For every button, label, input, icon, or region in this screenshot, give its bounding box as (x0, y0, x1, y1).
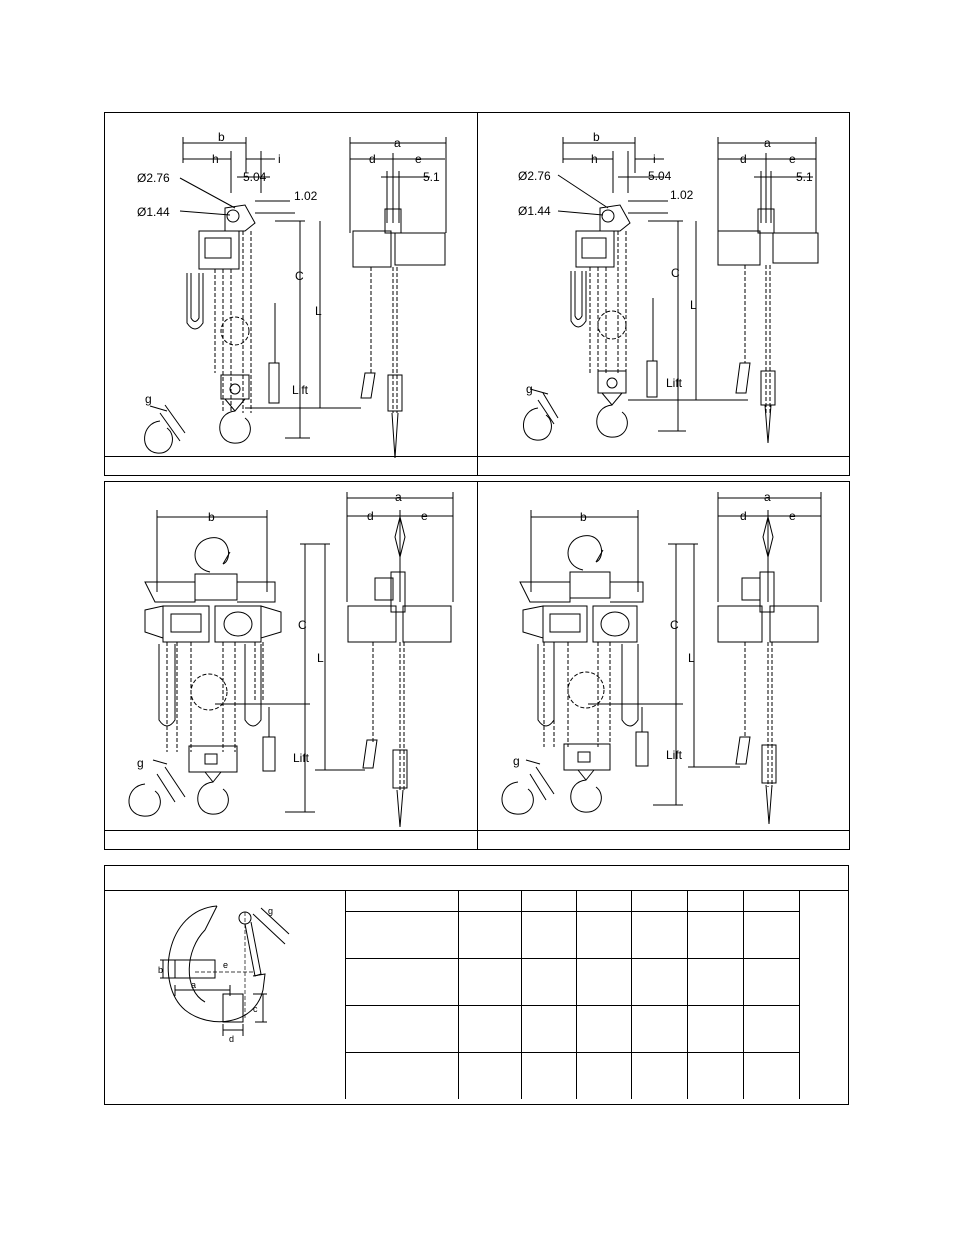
hoist-drawing-single-2 (478, 113, 851, 458)
dim-C-label: C (298, 618, 307, 632)
lift-label: Lift (666, 376, 683, 390)
dim-b-label: b (218, 130, 225, 144)
panel-middle-right-caption (477, 830, 850, 850)
lift-label: Lift (292, 383, 309, 397)
dim-g-label: g (513, 754, 520, 768)
table-cell (688, 1006, 744, 1053)
dim-L-label: L (690, 298, 697, 312)
table-cell (632, 959, 688, 1006)
hook-a-label: a (191, 980, 197, 990)
dim-e-label: e (789, 509, 796, 523)
dim-102-label: 1.02 (294, 189, 318, 203)
table-cell (459, 890, 522, 912)
dim-a-label: a (764, 490, 771, 504)
hook-diagram (105, 890, 345, 1105)
dim-h-label: h (212, 152, 219, 166)
panel-middle-right (477, 481, 850, 831)
table-cell (744, 890, 800, 912)
dim-102-label: 1.02 (670, 188, 694, 202)
hook-dimension-table (104, 865, 849, 1105)
hook-d-label: d (229, 1034, 235, 1044)
panel-middle-left-caption (104, 830, 478, 850)
dia-large-label: Ø2.76 (518, 169, 551, 183)
table-cell (744, 1006, 800, 1053)
dim-g-label: g (145, 392, 152, 406)
table-cell (632, 1006, 688, 1053)
dia-small-label: Ø1.44 (137, 205, 170, 219)
hook-g-label: g (268, 906, 274, 916)
table-cell (522, 890, 577, 912)
panel-top-right (477, 112, 850, 457)
table-cell (522, 959, 577, 1006)
dim-L-label: L (315, 304, 322, 318)
table-cell (577, 1006, 632, 1053)
table-cell (459, 1053, 522, 1100)
table-cell (688, 912, 744, 959)
dim-51-label: 5.1 (423, 170, 440, 184)
table-cell (800, 959, 801, 1006)
table-row (346, 1006, 801, 1053)
hook-c-label: c (253, 1004, 258, 1014)
table-cell (346, 959, 459, 1006)
table-cell (800, 1053, 801, 1100)
dim-g-label: g (526, 382, 533, 396)
hoist-drawing-double-2 (478, 482, 851, 832)
table-row (346, 1053, 801, 1100)
table-row (346, 890, 801, 912)
dim-i-label: i (653, 152, 656, 166)
dim-b-label: b (208, 510, 215, 524)
hook-e-label: e (223, 960, 229, 970)
dim-e-label: e (415, 152, 422, 166)
table-cell (522, 1053, 577, 1100)
dim-g-label: g (137, 756, 144, 770)
table-cell (688, 890, 744, 912)
dia-large-label: Ø2.76 (137, 171, 170, 185)
dim-d-label: d (367, 509, 374, 523)
table-cell (346, 890, 459, 912)
lift-label: Lift (293, 751, 310, 765)
table-cell (459, 1006, 522, 1053)
table-cell (632, 890, 688, 912)
hoist-drawing-double-1 (105, 482, 479, 832)
table-cell (632, 1053, 688, 1100)
table-cell (577, 912, 632, 959)
table-cell (800, 912, 801, 959)
table-cell (744, 1053, 800, 1100)
table-cell (632, 912, 688, 959)
table-row (346, 959, 801, 1006)
dim-L-label: L (317, 651, 324, 665)
dim-a-label: a (394, 136, 401, 150)
table-title-bar (105, 866, 848, 891)
table-cell (800, 1006, 801, 1053)
table-cell (346, 1006, 459, 1053)
dia-small-label: Ø1.44 (518, 204, 551, 218)
dim-b-label: b (593, 130, 600, 144)
dim-e-label: e (789, 152, 796, 166)
table-cell (577, 890, 632, 912)
table-row (346, 912, 801, 959)
panel-top-left-caption (104, 456, 478, 476)
panel-top-right-caption (477, 456, 850, 476)
dim-a-label: a (395, 490, 402, 504)
table-cell (522, 1006, 577, 1053)
dim-d-label: d (369, 152, 376, 166)
hook-b-label: b (158, 965, 164, 975)
dim-d-label: d (740, 152, 747, 166)
table-cell (346, 912, 459, 959)
dim-a-label: a (764, 136, 771, 150)
panel-middle-left (104, 481, 478, 831)
dim-d-label: d (740, 509, 747, 523)
dim-i-label: i (278, 152, 281, 166)
table-cell (577, 1053, 632, 1100)
dim-C-label: C (671, 266, 680, 280)
dim-C-label: C (670, 618, 679, 632)
table-cell (459, 912, 522, 959)
dim-e-label: e (421, 509, 428, 523)
table-cell (688, 959, 744, 1006)
table-cell (688, 1053, 744, 1100)
hook-data-grid (345, 890, 800, 1099)
dim-504-label: 5.04 (243, 170, 267, 184)
panel-top-left (104, 112, 478, 457)
table-cell (744, 912, 800, 959)
table-cell (346, 1053, 459, 1100)
hoist-drawing-single-1 (105, 113, 479, 458)
dim-b-label: b (580, 510, 587, 524)
lift-label: Lift (666, 748, 683, 762)
table-cell (744, 959, 800, 1006)
dim-504-label: 5.04 (648, 169, 672, 183)
table-cell (577, 959, 632, 1006)
dim-C-label: C (295, 269, 304, 283)
dim-L-label: L (688, 651, 695, 665)
table-cell (800, 890, 801, 912)
dim-h-label: h (591, 152, 598, 166)
dim-51-label: 5.1 (796, 170, 813, 184)
table-cell (459, 959, 522, 1006)
table-cell (522, 912, 577, 959)
